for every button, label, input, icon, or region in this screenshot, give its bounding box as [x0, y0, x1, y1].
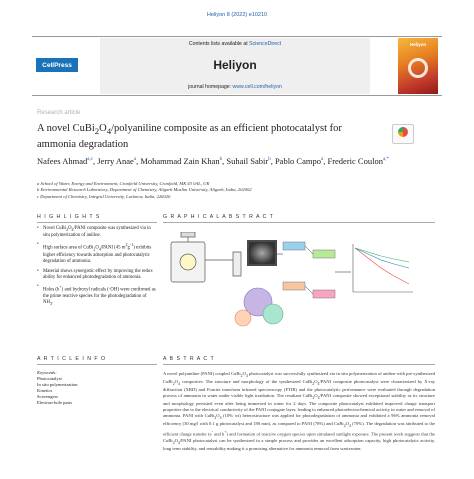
author-name[interactable]: Frederic Coulon — [327, 155, 383, 166]
highlight-item: • High surface area of $CuBi_2O_4$/PANI (45 $m^2g^{-1}$) exhibits higher efficiency towards adsorption and photocatalytic degradation of ammonia. — [37, 242, 157, 265]
highlights-list — [37, 226, 157, 310]
abstract-heading: A B S T R A C T — [163, 356, 215, 362]
keyword-item: Electron-hole pairs — [37, 400, 73, 405]
graphical-abstract-heading: G R A P H I C A L A B S T R A C T — [163, 214, 274, 220]
journal-cover-logo-icon — [408, 58, 428, 78]
keyword-item: Photocatalyst — [37, 376, 62, 381]
author-affiliation-marker[interactable]: a — [133, 157, 137, 162]
keywords-list — [37, 376, 157, 406]
article-type-label: Research article — [37, 110, 81, 116]
article-info-rule — [37, 364, 157, 365]
affiliation-item: b Environmental Research Laboratory, Department of Chemistry, Aligarh Muslim University, Aligarh, India, 202002 — [37, 187, 252, 193]
author-name[interactable]: Jerry Anae — [97, 155, 134, 166]
author-name[interactable]: Suhail Sabir — [226, 155, 269, 166]
author-affiliation-marker[interactable]: a — [320, 157, 324, 162]
author-affiliation-marker[interactable]: b — [219, 157, 223, 162]
author-name[interactable]: Pablo Campo — [274, 155, 321, 166]
author-list: Nafees Ahmad$^{a,c}$, Jerry Anae$^a$, Mohammad Zain Khan$^b$, Suhail Sabir$^b$, Pablo Campo$^a$, Frederic Coulon$^{a,*}$ — [37, 155, 389, 166]
homepage-link[interactable]: www.cell.com/heliyon — [232, 84, 282, 90]
author-affiliation-marker[interactable]: b — [268, 157, 271, 162]
journal-homepage — [100, 84, 370, 90]
homepage-prefix: journal homepage: — [188, 84, 233, 90]
affiliation-list — [37, 181, 437, 200]
contents-line — [100, 41, 370, 47]
keywords-block — [37, 370, 157, 406]
graphical-abstract-rule — [163, 222, 435, 223]
journal-title: Heliyon — [213, 58, 257, 72]
highlights-rule — [37, 222, 157, 223]
cellpress-logo[interactable]: CellPress — [36, 58, 78, 72]
keyword-item: Scavengers — [37, 394, 58, 399]
author-affiliation-marker[interactable]: a,* — [382, 157, 389, 162]
journal-cover-title: Heliyon — [409, 42, 427, 47]
article-info-heading: A R T I C L E I N F O — [37, 356, 107, 362]
contents-prefix: Contents lists available at — [188, 41, 250, 47]
particle-spheres — [235, 288, 283, 326]
author-name[interactable]: Nafees Ahmad — [37, 155, 88, 166]
journal-reference[interactable]: Heliyon 8 (2022) e10210 — [206, 12, 268, 18]
highlight-item: • Material shows synergistic effect by improving the redox ability for enhanced photodegradation of ammonia. — [37, 269, 157, 281]
author-affiliation-marker[interactable]: a,c — [87, 157, 93, 162]
highlight-item: • Holes (h+) and hydroxyl radicals (·OH) were confirmed as the prime reactive species for the photodegradation of $NH_3$. — [37, 284, 157, 307]
keyword-item: Kinetics — [37, 388, 53, 393]
affiliation-item: a School of Water, Energy and Environment, Cranfield University, Cranfield, MK 43 0AL, UK — [37, 181, 210, 186]
degradation-chart — [353, 244, 413, 292]
photoreactor-sketch — [171, 232, 241, 282]
abstract-body: A novel polyaniline (PANI) coupled $CuBi_2O_4$ photocatalyst was successfully synthesized via in situ polymerization of aniline with pre-synthesized $CuBi_2O_4$ composites. The structure and morphology of the synthesized $CuBi_2O_4$/PANI composite photocatalyst were characterized by X-ray diffraction (XRD) and Fourier transform infrared spectroscopy (FTIR) and the photocatalytic performance were evaluated through degradation process of ammonia in water under visible light irradiation. The resultant $CuBi_2O_4$/PANI composite showed exceptional stability as its structure and morphology persisted even after being immersed in water for 2 days. The composite photocatalyst exhibited improved charge transport properties due to the electrical conductivity of the PANI conjugate layer, leading to enhanced photoelectrochemical activity in water and removal of ammonia. PANI with $CuBi_2O_4$ (10% wt) heterostructure was applied for photodegradation of ammonia and exhibited a 96% ammonia removal efficiency (30 mg/l with 0.1 g photocatalyst and 180 min), as compared to PANI (78%) and $CuBi_2O_4$ (70%). The degradation was attributed to the efficient charge transfer (e- and h+) and formation of reactive oxygen species upon simulated sunlight exposure. The present work suggests that the $CuBi_2O_4$/PANI photocatalyst can be synthesized in a simple process and provides an excellent adsorption capacity, high photocatalytic activity, long term stability, and reusability making it a promising alternative for ammonia removal from wastewater. — [163, 371, 435, 451]
band-diagram — [283, 242, 335, 298]
sciencedirect-link[interactable]: ScienceDirect — [249, 41, 282, 47]
article-title: A novel $CuBi_2O_4$/polyaniline composite as an efficient photocatalyst for ammonia degradation — [37, 123, 342, 151]
highlights-heading: H I G H L I G H T S — [37, 214, 101, 220]
keyword-item: In situ polymerization — [37, 382, 78, 387]
graphical-abstract-image[interactable] — [163, 232, 423, 342]
affiliation-item: c Department of Chemistry, Integral University, Lucknow, India, 226026 — [37, 193, 171, 199]
check-for-updates-icon — [398, 127, 408, 137]
highlight-item: • Novel $CuBi_2O_4$/PANI composite was synthesized via in situ polymerization of aniline. — [37, 226, 157, 239]
keywords-label: Keywords: — [37, 370, 57, 375]
abstract-rule — [163, 364, 435, 365]
author-name[interactable]: Mohammad Zain Khan — [140, 155, 220, 166]
